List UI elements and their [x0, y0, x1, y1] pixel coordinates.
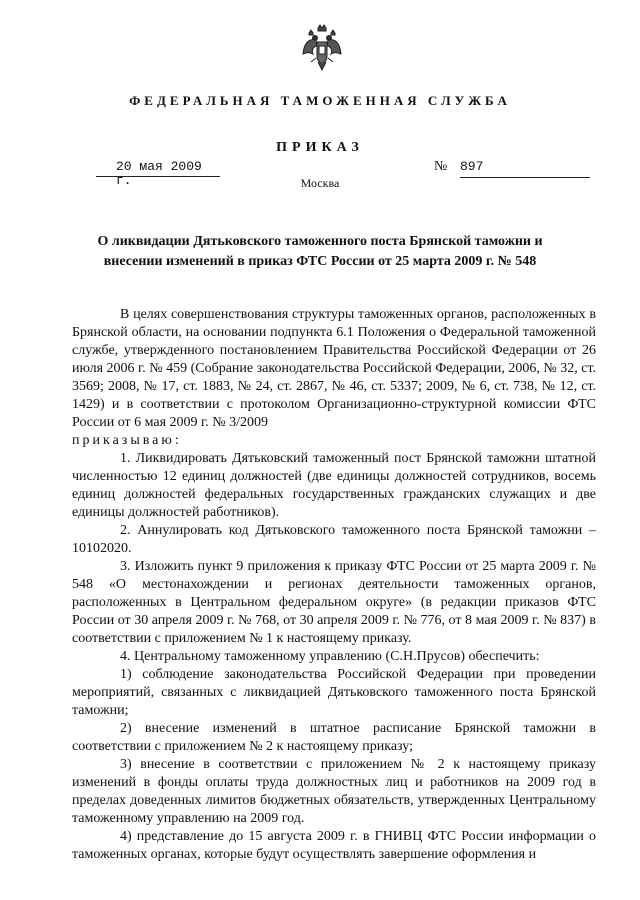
order-title: О ликвидации Дятьковского таможенного поста Брянской таможни и внесении изменений в приказ ФТС России от 25 марта 2009 г. № 548 — [97, 234, 543, 269]
order-body — [72, 306, 596, 864]
number-sign: № — [434, 159, 448, 174]
item-2: 2. Аннулировать код Дятьковского таможенного поста Брянской таможни – 10102020. — [72, 523, 596, 556]
item-3: 3. Изложить пункт 9 приложения к приказу ФТС России от 25 марта 2009 г. № 548 «О местонахождении и регионах деятельности таможенных органов, расположенных в Центральном федеральном округе» (в редакции приказов ФТС России от 30 апреля 2009 г. № 768, от 30 апреля 2009 г. № 776, от 8 мая 2009 г. № 837) в соответствии с приложением № 1 к настоящему приказу. — [72, 559, 596, 646]
document-type: ПРИКАЗ — [276, 140, 364, 155]
subitem-4-4: 4) представление до 15 августа 2009 г. в ГНИВЦ ФТС России информации о таможенных органах, которые будут осуществлять завершение оформления и — [72, 829, 596, 862]
item-4: 4. Центральному таможенному управлению (С.Н.Прусов) обеспечить: — [120, 649, 540, 664]
subitem-4-2: 2) внесение изменений в штатное расписание Брянской таможни в соответствии с приложением № 2 к настоящему приказу; — [72, 721, 596, 754]
subitem-4-3: 3) внесение в соответствии с приложением № 2 к настоящему приказу изменений в фонды оплаты труда должностных лиц и работников на 2009 год в пределах доведенных лимитов бюджетных обязательств, утвержденных Центральному таможенному управлению на 2009 год. — [72, 757, 596, 826]
item-1: 1. Ликвидировать Дятьковский таможенный пост Брянской таможни штатной численностью 12 единиц должностей (две единицы должностей сотрудников, восемь единиц должностей федеральных государственных гражданских служащих и две единицы должностей работников). — [72, 451, 596, 520]
coat-of-arms-emblem — [302, 24, 342, 72]
order-word: приказываю: — [72, 433, 182, 448]
city: Москва — [300, 176, 340, 190]
agency-name: ФЕДЕРАЛЬНАЯ ТАМОЖЕННАЯ СЛУЖБА — [129, 93, 511, 108]
order-date: 20 мая 2009 г. — [96, 160, 220, 177]
subitem-4-1: 1) соблюдение законодательства Российской Федерации при проведении мероприятий, связанных с ликвидацией Дятьковского таможенного поста Брянской таможни; — [72, 667, 596, 718]
order-number: 897 — [460, 160, 590, 178]
preamble-paragraph: В целях совершенствования структуры таможенных органов, расположенных в Брянской области, на основании подпункта 6.1 Положения о Федеральной таможенной службе, утвержденного постановлением Правительства Российской Федерации от 26 июля 2006 г. № 459 (Собрание законодательства Российской Федерации, 2006, № 32, ст. 3569; 2008, № 17, ст. 1883, № 24, ст. 2867, № 46, ст. 5337; 2009, № 6, ст. 738, № 12, ст. 1429) и в соответствии с протоколом Организационно-структурной комиссии ФТС России от 6 мая 2009 г. № 3/2009 — [72, 307, 596, 430]
